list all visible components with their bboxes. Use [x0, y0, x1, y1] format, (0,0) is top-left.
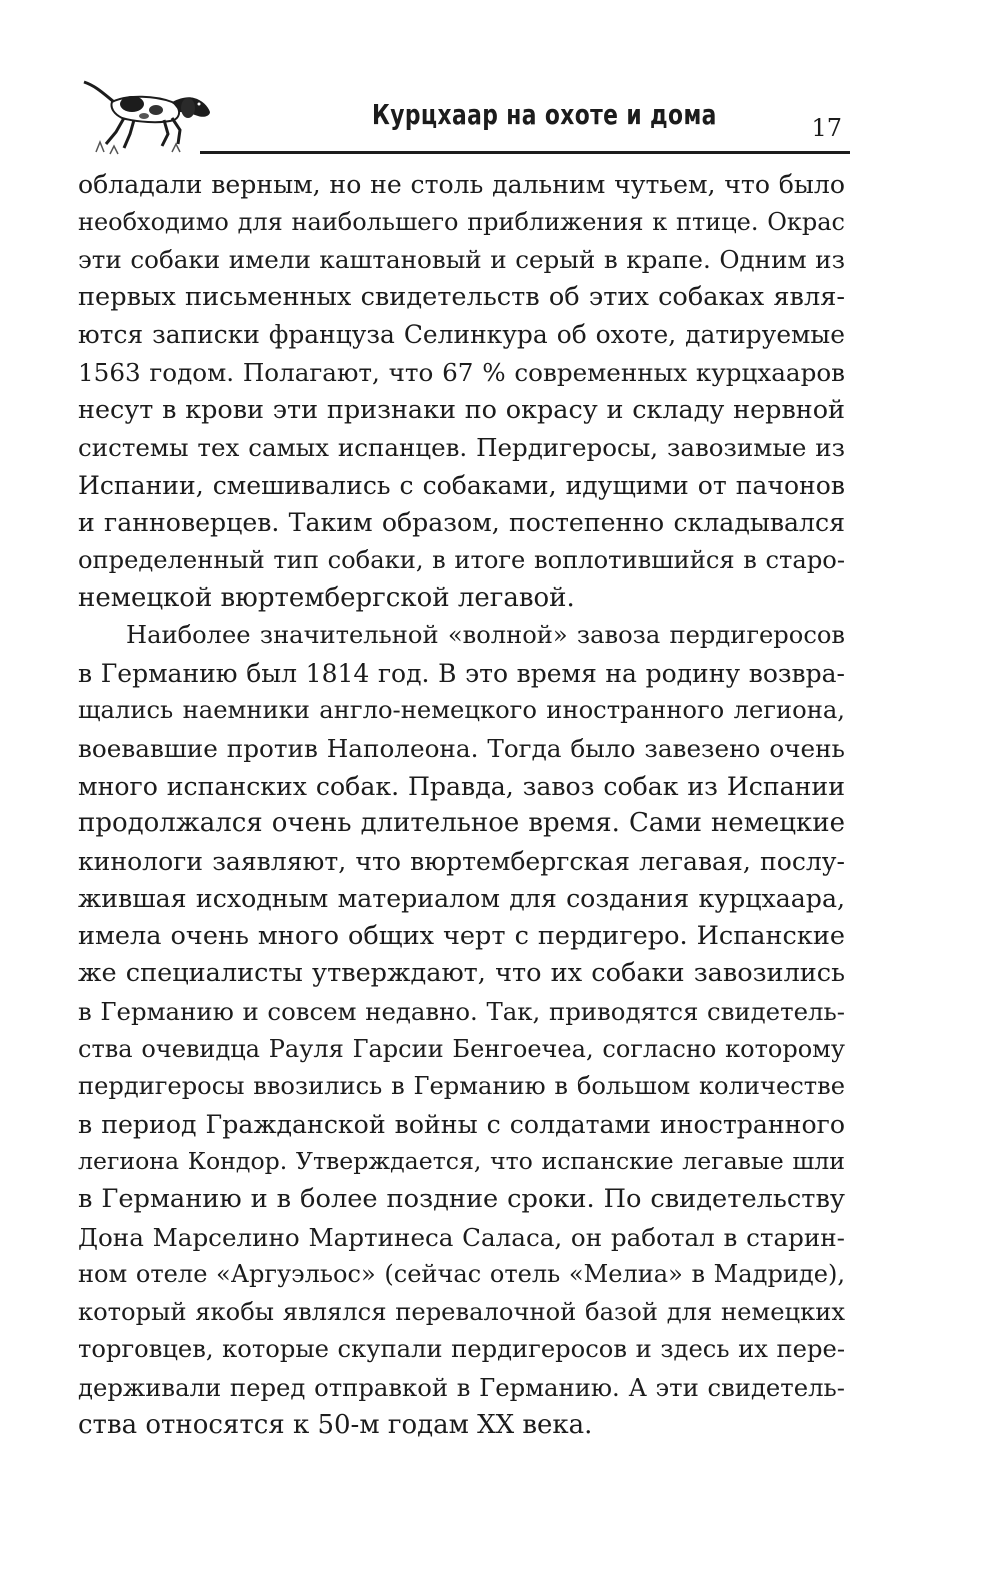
text-line: щались наемники англо-немецкого иностранного легиона, — [78, 696, 845, 725]
body-text — [78, 166, 845, 1444]
text-line: ном отеле «Аргуэльос» (сейчас отель «Мелиа» в Мадриде), — [78, 1260, 845, 1289]
text-line: системы тех самых испанцев. Пердигеросы, завозимые из — [78, 433, 845, 463]
text-line: же специалисты утверждают, что их собаки завозились — [78, 958, 845, 989]
text-line: торговцев, которые скупали пердигеросов и здесь их пере- — [78, 1335, 845, 1364]
text-line: кинологи заявляют, что вюртембергская легавая, послу- — [78, 846, 845, 876]
text-line: много испанских собак. Правда, завоз собак из Испании — [78, 771, 845, 801]
text-line: имела очень много общих черт с пердигеро. Испанские — [78, 920, 845, 951]
text-line: определенный тип собаки, в итоге воплотившийся в старо- — [78, 545, 845, 574]
text-line: 1563 годом. Полагают, что 67 % современных курцхааров — [78, 357, 845, 387]
text-line: держивали перед отправкой в Германию. А эти свидетель- — [78, 1373, 845, 1402]
text-line: в Германию и совсем недавно. Так, приводятся свидетель- — [78, 997, 845, 1027]
text-line: продолжался очень длительное время. Сами немецкие — [78, 808, 845, 839]
pointer-dog-icon — [76, 72, 226, 160]
text-line: обладали верным, но не столь дальним чутьем, что было — [78, 170, 845, 199]
text-line: воевавшие против Наполеона. Тогда было завезено очень — [78, 733, 845, 763]
header-rule — [200, 151, 850, 154]
text-line: в Германию и в более поздние сроки. По свидетельству — [78, 1184, 845, 1215]
text-line: который якобы являлся перевалочной базой для немецких — [78, 1297, 845, 1326]
page-number: 17 — [811, 114, 842, 142]
text-line: Наиболее значительной «волной» завоза пердигеросов — [126, 621, 845, 650]
paragraph-2 — [78, 617, 845, 1444]
running-header — [70, 70, 850, 160]
text-line: Испании, смешивались с собаками, идущими от пачонов — [78, 470, 845, 500]
paragraph-1 — [78, 166, 845, 617]
text-line: ства относятся к 50-м годам XX века. — [78, 1409, 593, 1440]
text-line: пердигеросы ввозились в Германию в большом количестве — [78, 1072, 845, 1101]
text-line: немецкой вюртембергской легавой. — [78, 582, 575, 613]
running-title: Курцхаар на охоте и дома — [372, 98, 717, 131]
text-line: в период Гражданской войны с солдатами иностранного — [78, 1109, 845, 1139]
text-line: ются записки француза Селинкура об охоте, датируемые — [78, 320, 845, 350]
text-line: Дона Марселино Мартинеса Саласа, он работал в старин- — [78, 1222, 845, 1252]
text-line: ства очевидца Рауля Гарсии Бенгоечеа, согласно которому — [78, 1034, 845, 1063]
text-line: жившая исходным материалом для создания курцхаара, — [78, 884, 845, 914]
text-line: необходимо для наибольшего приближения к птице. Окрас — [78, 207, 845, 236]
text-line: в Германию был 1814 год. В это время на родину возвра- — [78, 658, 845, 688]
text-line: первых письменных свидетельств об этих собаках явля- — [78, 281, 845, 312]
text-line: эти собаки имели каштановый и серый в крапе. Одним из — [78, 245, 845, 275]
text-line: легиона Кондор. Утверждается, что испанские легавые шли — [78, 1147, 845, 1176]
text-line: несут в крови эти признаки по окрасу и складу нервной — [78, 394, 845, 425]
text-line: и ганноверцев. Таким образом, постепенно складывался — [78, 508, 845, 538]
